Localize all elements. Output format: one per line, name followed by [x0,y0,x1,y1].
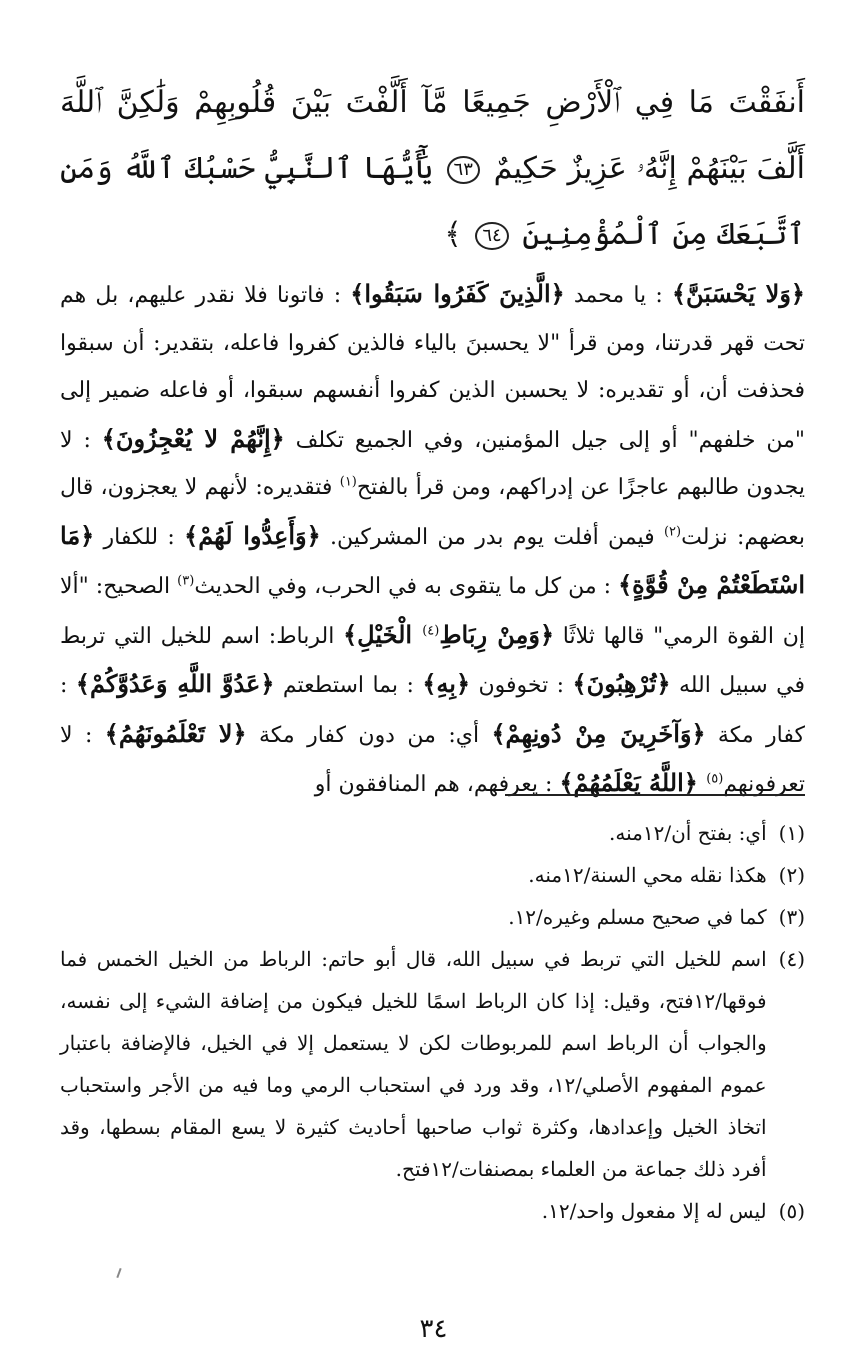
commentary-text: : للكفار [94,524,185,550]
quran-quote: ﴿تُرْهِبُونَ﴾ [572,669,671,698]
footnote-text: كما في صحيح مسلم وغيره/١٢. [508,905,767,929]
footnote-text: هكذا نقله محي السنة/١٢منه. [528,863,767,887]
commentary-text: : لا يجدون طالبهم عاجزًا عن إدراكهم، ومن قرأ بالفتح [60,427,805,500]
quran-quote: الْخَيْلِ﴾ [343,619,423,649]
quran-quote: ﴿وَمِنْ رِبَاطِ [439,619,555,649]
footnote-item [60,938,805,1190]
footnote-ref[interactable]: (٢) [663,524,682,540]
quran-quote: ﴿عَدُوَّ اللَّهِ وَعَدُوَّكُمْ﴾ [75,669,275,698]
quran-quote: ﴿وَلا يَحْسَبَنَّ﴾ [671,279,805,308]
quran-quote: ﴿الَّذِينَ كَفَرُوا سَبَقُوا﴾ [350,279,565,308]
footnote-ref[interactable]: (٤) [422,623,440,639]
commentary-text: : يعرفهم، هم المنافقون أو [314,772,560,797]
ayah-number-marker: ٦٣ [447,156,480,184]
footnote-ref[interactable]: (١) [339,474,357,490]
footnote-text: اسم للخيل التي تربط في سبيل الله، قال أبو حاتم: الرباط من الخيل الخمس فما فوقها/١٢فتح، وقيل: إذا كان الرباط اسمًا للخيل فيكون من إضافة الشيء إلى نفسه، والجواب أن الرباط اسم للمربوطات لكن لا يستعمل إلا في الخيل، فالإضافة باعتبار عموم المفهوم الأصلي/١٢، وقد ورد في استحباب الرمي وما فيه من الأجر واستحباب اتخاذ الخيل وإعدادها، وكثرة ثواب صاحبها أحاديث كثيرة لا يسع المقام بسطها، وقد أفرد ذلك جماعة من العلماء بمصنفات/١٢فتح. [60,947,767,1181]
commentary-text: : يا محمد [564,283,672,308]
footnote-text: ليس له إلا مفعول واحد/١٢. [541,1199,767,1223]
commentary-text: : من كل ما يتقوى به في الحرب، وفي الحديث [194,574,619,599]
verse-text: يَٰٓأَيُّهَا ٱلنَّبِيُّ حَسْبُكَ ٱللَّهُ وَمَنِ ٱتَّبَعَكَ مِنَ ٱلْمُؤْمِنِينَ [60,151,805,252]
tafsir-commentary [60,270,805,809]
verse-line-1: أَنفَقْتَ مَا فِي ٱلْأَرْضِ جَمِيعًا مَّآ أَلَّفْتَ بَيْنَ قُلُوبِهِمْ وَلَٰكِنَّ ٱللَّهَ أَلَّفَ بَيْنَهُمْ إِنَّهُۥ [60,85,805,186]
quran-quote: ﴿اللَّهُ يَعْلَمُهُمْ﴾ [559,768,707,797]
page-number: ٣٤ [419,1314,448,1344]
quran-quote: ﴿لا تَعْلَمُونَهُمُ﴾ [104,718,247,748]
footnote-item [60,896,805,938]
quran-verse-block [60,70,805,268]
footnotes [60,812,805,1232]
commentary-text: فتقديره: لأنهم لا يعجزون، قال بعضهم: نزلت [60,475,805,550]
commentary-text: فيمن أفلت يوم بدر من المشركين. [320,524,664,550]
footnote-number: (٣) [778,905,805,929]
quran-quote: ﴿مَا اسْتَطَعْتُمْ مِنْ قُوَّةٍ﴾ [60,520,805,599]
verse-end-bracket: ﴾ [444,217,462,252]
footnote-ref[interactable]: (٥) [706,771,724,787]
footnote-ref[interactable]: (٣) [177,573,195,589]
footnote-item [60,854,805,896]
footnote-number: (٤) [778,947,805,971]
footnote-text: أي: بفتح أن/١٢منه. [609,821,767,845]
footnote-number: (١) [778,821,805,845]
commentary-text: : بما استطعتم [274,673,423,698]
quran-quote: ﴿وَأَعِدُّوا لَهُمْ﴾ [184,520,321,550]
footnote-item [60,812,805,854]
commentary-text: : تخوفون [470,673,573,698]
quran-quote: ﴿إِنَّهُمْ لا يُعْجِزُونَ﴾ [101,423,285,453]
quran-quote: ﴿وَآخَرِينَ مِنْ دُونِهِمْ﴾ [491,718,706,748]
commentary-text: الصحيح: "ألا إن القوة الرمي" قالها ثلاثًا [60,574,805,649]
footnote-item [60,1190,805,1232]
ayah-number-marker: ٦٤ [475,222,508,250]
commentary-text: الرباط: اسم للخيل التي تربط في سبيل الله [60,623,805,698]
verse-text: عَزِيزٌ حَكِيمٌ [493,151,627,186]
commentary-text: : كفار مكة [60,673,805,748]
commentary-text: : لا تعرفونهم [60,722,805,797]
quran-quote: ﴿بِهِ﴾ [422,669,471,698]
footnote-divider [505,794,805,796]
commentary-text: : فاتونا فلا نقدر عليهم، بل هم تحت قهر قدرتنا، ومن قرأ "لا يحسبنَ بالياء فالذين كفروا فاعله، بتقدير: أن سبقوا فحذفت أن، أو تقديره: لا يحسبن الذين كفروا أنفسهم سبقوا، أو فاعله ضمير إلى "من خلفهم" أو إلى جيل المؤمنين، وفي الجميع تكلف [60,283,805,453]
commentary-text: أي: من دون كفار مكة [246,722,492,748]
footnote-number: (٢) [778,863,805,887]
footnote-number: (٥) [778,1199,805,1223]
